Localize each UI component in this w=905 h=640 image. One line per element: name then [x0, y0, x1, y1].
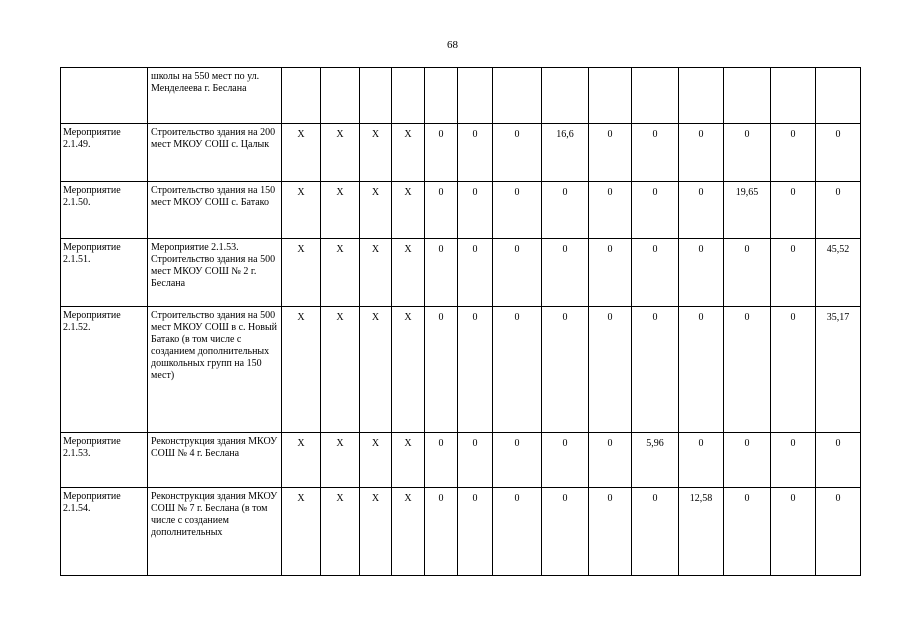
measure-name-cell: Строительство здания на 500 мест МКОУ СОШ в с. Новый Батако (в том числе с созданием дополнительных дошкольных групп на 150 мест) — [148, 307, 282, 433]
value-cell: X — [360, 307, 392, 433]
value-cell: X — [282, 239, 321, 307]
page-number: 68 — [447, 39, 458, 51]
value-cell: X — [321, 488, 360, 576]
value-cell: 0 — [589, 239, 632, 307]
value-cell: 0 — [542, 182, 589, 239]
value-cell: X — [360, 124, 392, 182]
value-cell: 0 — [425, 124, 458, 182]
value-cell: X — [360, 239, 392, 307]
value-cell: X — [321, 433, 360, 488]
value-cell: 0 — [458, 307, 493, 433]
value-cell: 0 — [425, 488, 458, 576]
value-cell: X — [282, 488, 321, 576]
value-cell: 0 — [679, 239, 724, 307]
value-cell: X — [321, 307, 360, 433]
table-row — [61, 182, 861, 239]
measure-name-cell: Реконструкция здания МКОУ СОШ № 4 г. Беслана — [148, 433, 282, 488]
value-cell — [282, 68, 321, 124]
value-cell: 0 — [679, 307, 724, 433]
value-cell: 0 — [458, 239, 493, 307]
value-cell: 0 — [493, 124, 542, 182]
value-cell: 0 — [589, 488, 632, 576]
measure-name-cell: Строительство здания на 150 мест МКОУ СОШ с. Батако — [148, 182, 282, 239]
measure-code-cell: Мероприятие 2.1.54. — [61, 488, 148, 576]
value-cell: X — [282, 433, 321, 488]
measure-code-cell: Мероприятие 2.1.53. — [61, 433, 148, 488]
value-cell: 0 — [542, 433, 589, 488]
value-cell: X — [392, 307, 425, 433]
value-cell: 0 — [458, 488, 493, 576]
value-cell — [425, 68, 458, 124]
value-cell — [392, 68, 425, 124]
value-cell: X — [360, 182, 392, 239]
value-cell — [542, 68, 589, 124]
value-cell: 0 — [632, 488, 679, 576]
value-cell: 0 — [458, 124, 493, 182]
value-cell: 0 — [632, 307, 679, 433]
value-cell: 0 — [771, 433, 816, 488]
measure-code-cell: Мероприятие 2.1.50. — [61, 182, 148, 239]
value-cell: 0 — [425, 307, 458, 433]
value-cell: 0 — [724, 488, 771, 576]
value-cell — [321, 68, 360, 124]
value-cell: X — [392, 239, 425, 307]
value-cell: 0 — [425, 433, 458, 488]
value-cell: X — [321, 124, 360, 182]
value-cell: X — [321, 182, 360, 239]
value-cell: 0 — [771, 307, 816, 433]
value-cell: 0 — [589, 182, 632, 239]
measure-code-cell — [61, 68, 148, 124]
value-cell: 0 — [771, 182, 816, 239]
table-row — [61, 488, 861, 576]
value-cell — [458, 68, 493, 124]
measure-code-cell: Мероприятие 2.1.52. — [61, 307, 148, 433]
value-cell: 35,17 — [816, 307, 861, 433]
value-cell: 12,58 — [679, 488, 724, 576]
value-cell: 5,96 — [632, 433, 679, 488]
value-cell: 0 — [589, 124, 632, 182]
value-cell: 19,65 — [724, 182, 771, 239]
value-cell: X — [282, 182, 321, 239]
value-cell: 0 — [679, 182, 724, 239]
value-cell: X — [282, 124, 321, 182]
value-cell: 0 — [589, 433, 632, 488]
value-cell: 0 — [589, 307, 632, 433]
value-cell: 0 — [493, 182, 542, 239]
value-cell: 0 — [771, 239, 816, 307]
value-cell: 0 — [632, 239, 679, 307]
value-cell: 0 — [493, 307, 542, 433]
value-cell: X — [360, 488, 392, 576]
value-cell: 0 — [724, 239, 771, 307]
value-cell: X — [392, 433, 425, 488]
value-cell — [360, 68, 392, 124]
value-cell: 0 — [816, 124, 861, 182]
value-cell: X — [392, 488, 425, 576]
value-cell: 0 — [493, 488, 542, 576]
value-cell: 0 — [679, 433, 724, 488]
measure-name-cell: Мероприятие 2.1.53. Строительство здания на 500 мест МКОУ СОШ № 2 г. Беслана — [148, 239, 282, 307]
value-cell: 0 — [724, 433, 771, 488]
value-cell: 0 — [458, 433, 493, 488]
value-cell: 45,52 — [816, 239, 861, 307]
value-cell: 0 — [493, 433, 542, 488]
value-cell: 0 — [425, 239, 458, 307]
value-cell: 0 — [724, 307, 771, 433]
value-cell: 0 — [816, 182, 861, 239]
value-cell: 0 — [425, 182, 458, 239]
value-cell: 0 — [771, 488, 816, 576]
value-cell: X — [392, 124, 425, 182]
measure-name-cell: Реконструкция здания МКОУ СОШ № 7 г. Беслана (в том числе с созданием дополнительных — [148, 488, 282, 576]
value-cell: 0 — [632, 124, 679, 182]
value-cell: 0 — [542, 307, 589, 433]
value-cell: 0 — [816, 488, 861, 576]
value-cell: X — [360, 433, 392, 488]
value-cell: 0 — [679, 124, 724, 182]
value-cell — [493, 68, 542, 124]
value-cell — [679, 68, 724, 124]
value-cell: X — [392, 182, 425, 239]
table-row — [61, 433, 861, 488]
value-cell — [632, 68, 679, 124]
table-row — [61, 307, 861, 433]
value-cell: 0 — [724, 124, 771, 182]
measure-code-cell: Мероприятие 2.1.49. — [61, 124, 148, 182]
measure-code-cell: Мероприятие 2.1.51. — [61, 239, 148, 307]
table-row — [61, 239, 861, 307]
table-row — [61, 124, 861, 182]
value-cell: 0 — [816, 433, 861, 488]
value-cell: X — [282, 307, 321, 433]
measure-name-cell: школы на 550 мест по ул. Менделеева г. Беслана — [148, 68, 282, 124]
measure-name-cell: Строительство здания на 200 мест МКОУ СОШ с. Цалык — [148, 124, 282, 182]
value-cell: 0 — [632, 182, 679, 239]
value-cell: 0 — [493, 239, 542, 307]
value-cell — [816, 68, 861, 124]
value-cell: X — [321, 239, 360, 307]
value-cell: 0 — [458, 182, 493, 239]
table-row — [61, 68, 861, 124]
value-cell: 0 — [542, 488, 589, 576]
value-cell — [771, 68, 816, 124]
value-cell: 16,6 — [542, 124, 589, 182]
value-cell: 0 — [771, 124, 816, 182]
value-cell — [724, 68, 771, 124]
measures-table — [60, 67, 861, 576]
value-cell — [589, 68, 632, 124]
value-cell: 0 — [542, 239, 589, 307]
